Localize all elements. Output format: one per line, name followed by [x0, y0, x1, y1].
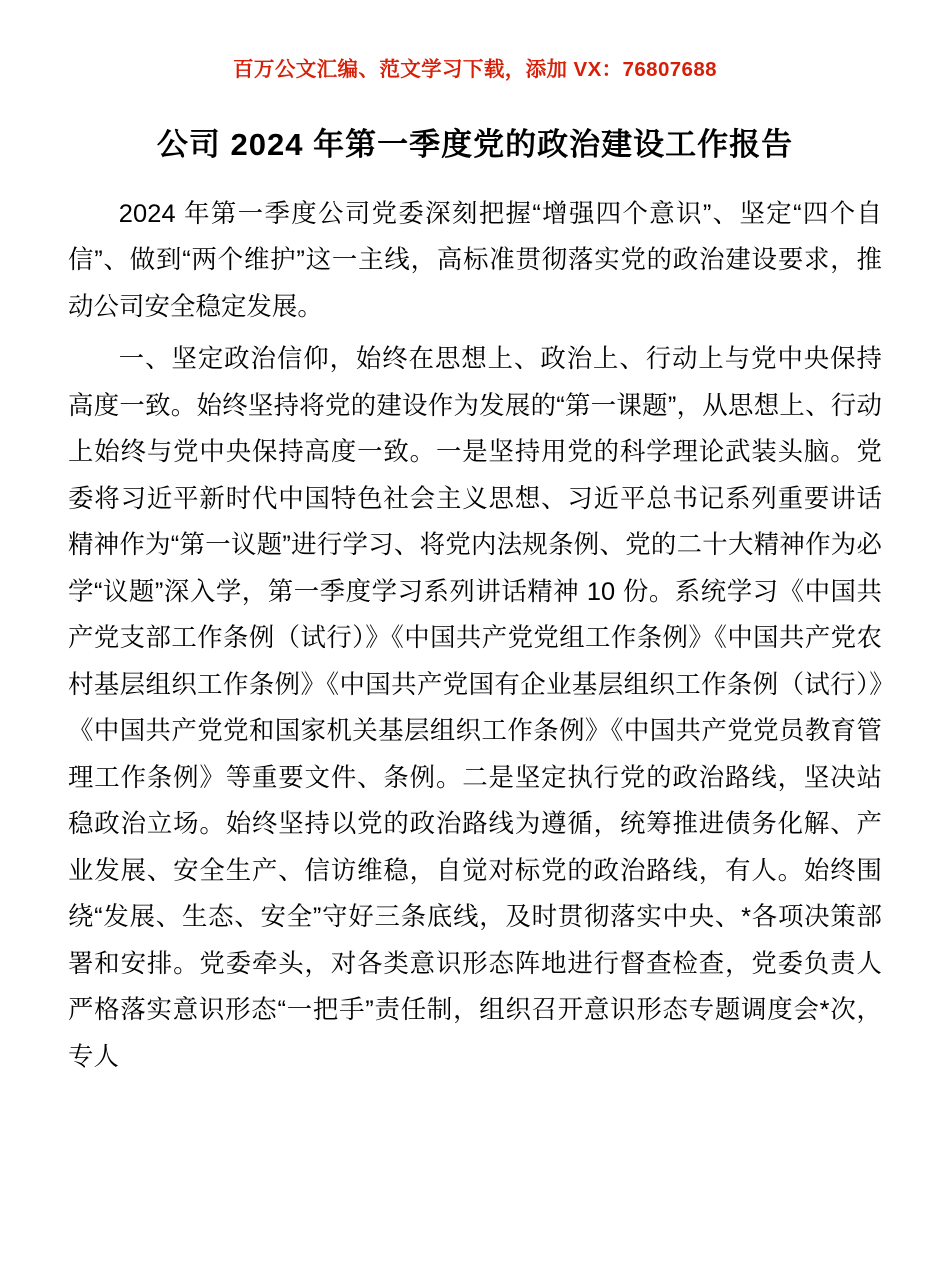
document-body: [68, 191, 882, 1081]
page-title: 公司 2024 年第一季度党的政治建设工作报告: [156, 127, 794, 162]
paragraph: 一、坚定政治信仰，始终在思想上、政治上、行动上与党中央保持高度一致。始终坚持将党的建设作为发展的“第一课题”，从思想上、行动上始终与党中央保持高度一致。一是坚持用党的科学理论武装头脑。党委将习近平新时代中国特色社会主义思想、习近平总书记系列重要讲话精神作为“第一议题”进行学习、将党内法规条例、党的二十大精神作为必学“议题”深入学，第一季度学习系列讲话精神 10 份。系统学习《中国共产党支部工作条例（试行）》《中国共产党党组工作条例》《中国共产党农村基层组织工作条例》《中国共产党国有企业基层组织工作条例（试行）》《中国共产党党和国家机关基层组织工作条例》《中国共产党党员教育管理工作条例》等重要文件、条例。二是坚定执行党的政治路线，坚决站稳政治立场。始终坚持以党的政治路线为遵循，统筹推进债务化解、产业发展、安全生产、信访维稳，自觉对标党的政治路线，有人。始终围绕“发展、生态、安全”守好三条底线，及时贯彻落实中央、*各项决策部署和安排。党委牵头，对各类意识形态阵地进行督查检查，党委负责人严格落实意识形态“一把手”责任制，组织召开意识形态专题调度会*次，专人: [68, 345, 882, 1071]
document-page: [0, 52, 950, 1282]
watermark-banner: 百万公文汇编、范文学习下载，添加 VX：76807688: [233, 58, 717, 81]
paragraph: 2024 年第一季度公司党委深刻把握“增强四个意识”、坚定“四个自信”、做到“两个维护”这一主线，高标准贯彻落实党的政治建设要求，推动公司安全稳定发展。: [68, 199, 882, 321]
